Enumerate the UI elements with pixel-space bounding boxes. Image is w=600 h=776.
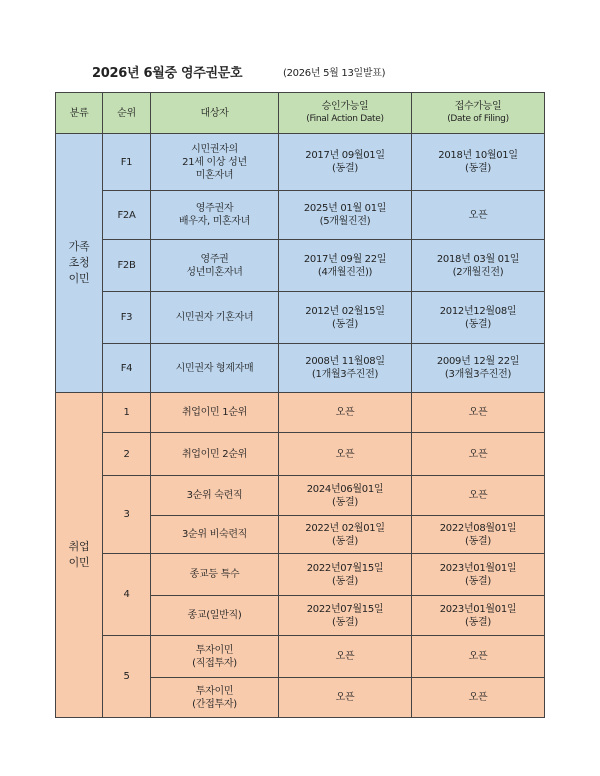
filing-cell: 2018년 10월01일 (동결): [412, 134, 545, 191]
target-cell: 시민권자 형제자매: [151, 344, 279, 393]
header-final-action-en: (Final Action Date): [306, 114, 384, 124]
final-action-cell: 2024년06월01일 (동결): [279, 476, 412, 516]
target-cell: 종교(일반직): [151, 596, 279, 636]
filing-cell: 2018년 03월 01일 (2개월진전): [412, 240, 545, 292]
header-final-action: [279, 93, 412, 134]
filing-cell: 2023년01월01일 (동결): [412, 596, 545, 636]
target-cell: 투자이민 (직접투자): [151, 636, 279, 678]
header-target: 대상자: [151, 93, 279, 134]
final-action-cell: 2025년 01월 01일 (5개월진전): [279, 191, 412, 240]
target-cell: 시민권자 기혼자녀: [151, 292, 279, 344]
header-category: 분류: [56, 93, 103, 134]
table-row: [56, 476, 545, 516]
filing-cell: 오픈: [412, 433, 545, 476]
table-row: [56, 240, 545, 292]
target-cell: 영주권 성년미혼자녀: [151, 240, 279, 292]
visa-bulletin-table: [55, 92, 545, 718]
final-action-cell: 2022년 02월01일 (동결): [279, 516, 412, 554]
rank-cell: 4: [103, 554, 151, 636]
header-filing-ko: 접수가능일: [454, 101, 502, 112]
rank-cell: 1: [103, 393, 151, 433]
header-final-action-ko: 승인가능일: [321, 101, 369, 112]
rank-cell: F2B: [103, 240, 151, 292]
table-row: [56, 292, 545, 344]
table-row: [56, 134, 545, 191]
table-row: [56, 636, 545, 678]
rank-cell: 2: [103, 433, 151, 476]
table-row: [56, 554, 545, 596]
header-filing-en: (Date of Filing): [447, 114, 509, 124]
table-row: [56, 393, 545, 433]
rank-cell: F1: [103, 134, 151, 191]
target-cell: 3순위 숙련직: [151, 476, 279, 516]
final-action-cell: 2022년07월15일 (동결): [279, 596, 412, 636]
final-action-cell: 2012년 02월15일 (동결): [279, 292, 412, 344]
final-action-cell: 2008년 11월08일 (1개월3주진전): [279, 344, 412, 393]
final-action-cell: 오픈: [279, 636, 412, 678]
filing-cell: 2022년08월01일 (동결): [412, 516, 545, 554]
filing-cell: 2012년12월08일 (동결): [412, 292, 545, 344]
filing-cell: 2023년01월01일 (동결): [412, 554, 545, 596]
target-cell: 영주권자 배우자, 미혼자녀: [151, 191, 279, 240]
target-cell: 취업이민 1순위: [151, 393, 279, 433]
table-row: [56, 344, 545, 393]
filing-cell: 오픈: [412, 476, 545, 516]
rank-cell: F4: [103, 344, 151, 393]
target-cell: 투자이민 (간접투자): [151, 678, 279, 718]
final-action-cell: 오픈: [279, 678, 412, 718]
rank-cell: F2A: [103, 191, 151, 240]
filing-cell: 오픈: [412, 191, 545, 240]
filing-cell: 오픈: [412, 393, 545, 433]
page-title: 2026년 6월중 영주권문호: [92, 66, 243, 81]
group-family: 가족 초청 이민: [56, 134, 103, 393]
table-header-row: [56, 93, 545, 134]
final-action-cell: 오픈: [279, 393, 412, 433]
rank-cell: 5: [103, 636, 151, 718]
rank-cell: 3: [103, 476, 151, 554]
header-rank: 순위: [103, 93, 151, 134]
target-cell: 3순위 비숙련직: [151, 516, 279, 554]
header-filing: [412, 93, 545, 134]
final-action-cell: 2022년07월15일 (동결): [279, 554, 412, 596]
target-cell: 종교등 특수: [151, 554, 279, 596]
target-cell: 취업이민 2순위: [151, 433, 279, 476]
announcement-date: (2026년 5월 13일발표): [283, 68, 386, 79]
title-row: [0, 62, 600, 82]
table-row: [56, 433, 545, 476]
rank-cell: F3: [103, 292, 151, 344]
target-cell: 시민권자의 21세 이상 성년 미혼자녀: [151, 134, 279, 191]
filing-cell: 2009년 12월 22일 (3개월3주진전): [412, 344, 545, 393]
group-employment: 취업 이민: [56, 393, 103, 718]
table-row: [56, 191, 545, 240]
final-action-cell: 오픈: [279, 433, 412, 476]
final-action-cell: 2017년 09월 22일 (4개월진전)): [279, 240, 412, 292]
final-action-cell: 2017년 09월01일 (동결): [279, 134, 412, 191]
filing-cell: 오픈: [412, 678, 545, 718]
filing-cell: 오픈: [412, 636, 545, 678]
